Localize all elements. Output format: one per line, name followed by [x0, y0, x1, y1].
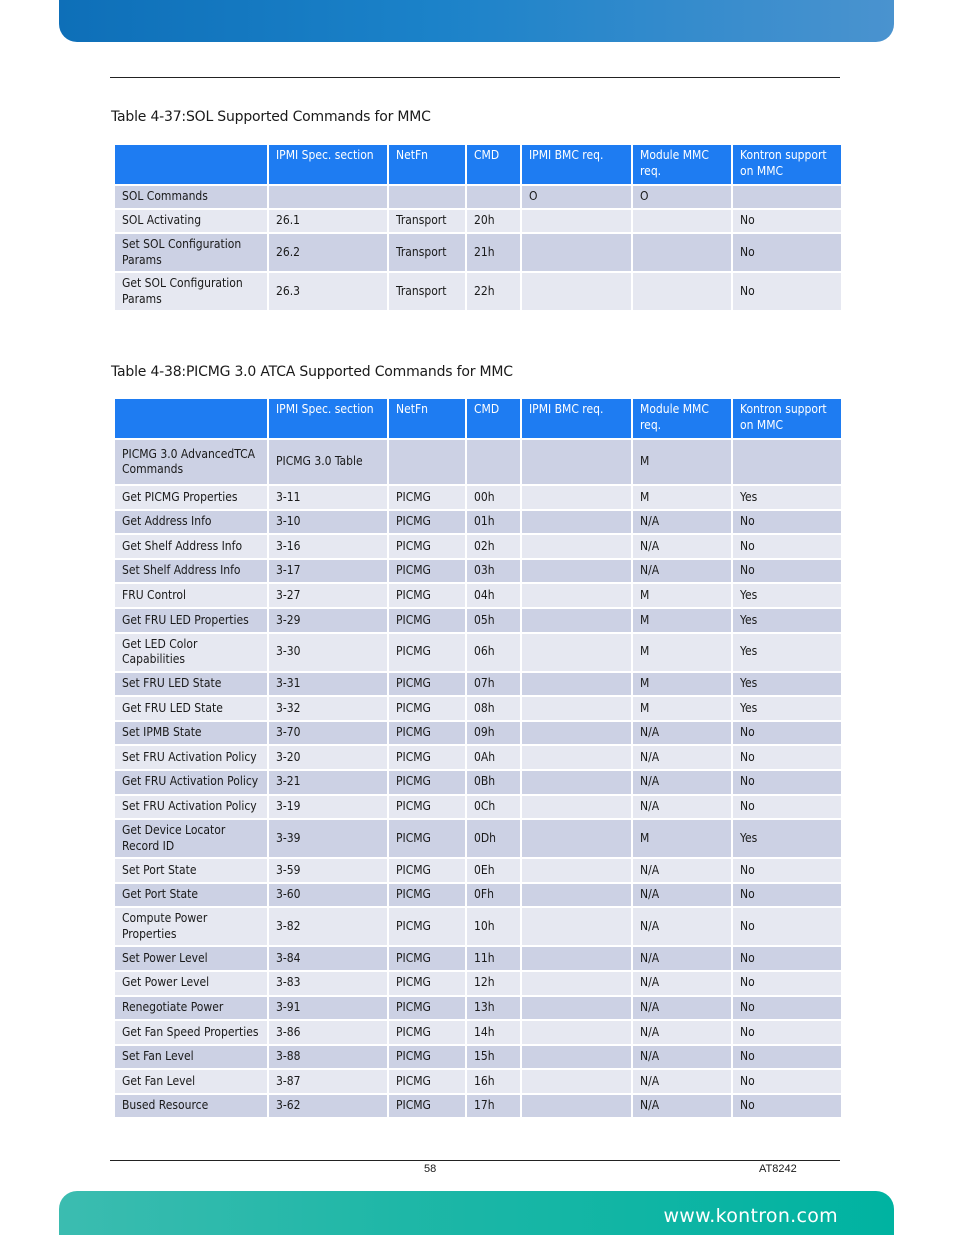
table-cell: M — [633, 584, 731, 607]
table-cell: PICMG — [389, 972, 465, 995]
table-cell: 03h — [467, 560, 520, 583]
header-cell: Kontron support on MMC — [733, 399, 841, 438]
header-cell: Module MMC req. — [633, 399, 731, 438]
header-cell: CMD — [467, 399, 520, 438]
table-cell: Set FRU Activation Policy — [115, 796, 267, 819]
table-cell: 21h — [467, 234, 520, 271]
table-cell — [733, 186, 841, 208]
table-row — [115, 210, 841, 232]
table2-caption: Table 4-38:PICMG 3.0 ATCA Supported Commands for MMC — [111, 364, 513, 380]
table-cell: 09h — [467, 722, 520, 745]
table-cell — [522, 1021, 631, 1044]
table-cell: Yes — [733, 634, 841, 671]
table-cell: 3-17 — [269, 560, 387, 583]
table-cell: Get Fan Level — [115, 1070, 267, 1093]
table-cell: No — [733, 234, 841, 271]
table-cell — [522, 771, 631, 794]
table-row — [115, 1021, 841, 1044]
table-cell: 3-20 — [269, 746, 387, 769]
table-cell: No — [733, 1021, 841, 1044]
table-cell: PICMG — [389, 947, 465, 970]
table-cell: Get Power Level — [115, 972, 267, 995]
table-cell: N/A — [633, 908, 731, 945]
table-cell — [522, 697, 631, 720]
table-cell: 0Dh — [467, 820, 520, 857]
table-cell: PICMG — [389, 1021, 465, 1044]
table-cell: No — [733, 210, 841, 232]
table-cell: M — [633, 634, 731, 671]
table-cell: Get PICMG Properties — [115, 486, 267, 509]
table-cell: PICMG — [389, 511, 465, 534]
picmg-commands-table — [113, 397, 843, 1119]
table-cell: PICMG — [389, 722, 465, 745]
table-cell: N/A — [633, 746, 731, 769]
table-cell: M — [633, 486, 731, 509]
table-row — [115, 697, 841, 720]
table-row — [115, 722, 841, 745]
table-cell: Yes — [733, 609, 841, 632]
table-row — [115, 746, 841, 769]
header-cell: Kontron support on MMC — [733, 145, 841, 184]
table-row — [115, 796, 841, 819]
table-cell: Set Port State — [115, 859, 267, 882]
table-row — [115, 673, 841, 696]
table-row — [115, 947, 841, 970]
table-cell: 3-19 — [269, 796, 387, 819]
table-cell — [522, 486, 631, 509]
table-cell: Set Fan Level — [115, 1046, 267, 1069]
table-cell: 11h — [467, 947, 520, 970]
document-id: AT8242 — [759, 1163, 797, 1175]
table-cell: No — [733, 560, 841, 583]
table-cell: Compute Power Properties — [115, 908, 267, 945]
table-cell — [522, 820, 631, 857]
table-cell: PICMG — [389, 535, 465, 558]
table-cell — [522, 210, 631, 232]
website-link[interactable]: www.kontron.com — [663, 1205, 838, 1227]
table-row — [115, 560, 841, 583]
table-cell — [389, 186, 465, 208]
header-cell: NetFn — [389, 145, 465, 184]
table-cell: No — [733, 535, 841, 558]
table-cell: PICMG — [389, 697, 465, 720]
table-row — [115, 1095, 841, 1118]
table-cell: 3-39 — [269, 820, 387, 857]
table-cell: 20h — [467, 210, 520, 232]
table-cell — [522, 1046, 631, 1069]
table-cell: Transport — [389, 210, 465, 232]
table-cell: 08h — [467, 697, 520, 720]
table-cell — [522, 859, 631, 882]
table-cell: 3-30 — [269, 634, 387, 671]
table-cell: PICMG 3.0 Table — [269, 440, 387, 484]
table-cell: Get Shelf Address Info — [115, 535, 267, 558]
table-cell: Renegotiate Power — [115, 997, 267, 1020]
table-cell: N/A — [633, 947, 731, 970]
table-cell: Yes — [733, 584, 841, 607]
header-rule — [110, 77, 840, 78]
header-cell: NetFn — [389, 399, 465, 438]
table-cell: PICMG — [389, 609, 465, 632]
table-cell: No — [733, 771, 841, 794]
table-cell: Yes — [733, 673, 841, 696]
table-cell: Yes — [733, 820, 841, 857]
table-cell — [522, 234, 631, 271]
table-cell: No — [733, 796, 841, 819]
table-cell: M — [633, 697, 731, 720]
header-cell: IPMI Spec. section — [269, 145, 387, 184]
table-cell: N/A — [633, 535, 731, 558]
table-cell: Get FRU LED State — [115, 697, 267, 720]
table-cell: M — [633, 673, 731, 696]
table-cell: N/A — [633, 1046, 731, 1069]
table-cell: 3-11 — [269, 486, 387, 509]
table-cell: 3-31 — [269, 673, 387, 696]
table-cell: SOL Commands — [115, 186, 267, 208]
table-cell: 10h — [467, 908, 520, 945]
table-cell — [522, 535, 631, 558]
table-cell: N/A — [633, 796, 731, 819]
table-header-row — [115, 145, 841, 184]
table-row — [115, 234, 841, 271]
table-row — [115, 273, 841, 310]
table-cell — [522, 440, 631, 484]
table-header-row — [115, 399, 841, 438]
table-row — [115, 820, 841, 857]
header-cell: Module MMC req. — [633, 145, 731, 184]
table-cell: Set FRU LED State — [115, 673, 267, 696]
table-cell: 3-32 — [269, 697, 387, 720]
table-cell: 15h — [467, 1046, 520, 1069]
table-cell: N/A — [633, 997, 731, 1020]
table-cell: No — [733, 884, 841, 907]
header-cell — [115, 145, 267, 184]
table-cell: PICMG — [389, 884, 465, 907]
table-cell: 3-84 — [269, 947, 387, 970]
table-cell — [522, 1095, 631, 1118]
table-cell: No — [733, 908, 841, 945]
table-cell — [522, 947, 631, 970]
table-cell: 0Fh — [467, 884, 520, 907]
table-cell: PICMG — [389, 486, 465, 509]
table-row — [115, 771, 841, 794]
table-cell: 3-21 — [269, 771, 387, 794]
table-cell: SOL Activating — [115, 210, 267, 232]
table-cell: Transport — [389, 273, 465, 310]
table-cell: N/A — [633, 1021, 731, 1044]
table-row — [115, 584, 841, 607]
table-cell: PICMG — [389, 1070, 465, 1093]
table-row — [115, 859, 841, 882]
table-cell: M — [633, 820, 731, 857]
table-cell: N/A — [633, 560, 731, 583]
table-cell — [522, 746, 631, 769]
table-cell: 3-29 — [269, 609, 387, 632]
table-cell: O — [633, 186, 731, 208]
table-cell — [522, 584, 631, 607]
footer-rule — [110, 1160, 840, 1161]
table-cell: 3-16 — [269, 535, 387, 558]
table-cell: 3-27 — [269, 584, 387, 607]
table-cell: 02h — [467, 535, 520, 558]
table1-caption: Table 4-37:SOL Supported Commands for MMC — [111, 109, 431, 125]
table-cell: 22h — [467, 273, 520, 310]
table-cell: 3-86 — [269, 1021, 387, 1044]
table-cell: PICMG — [389, 673, 465, 696]
table-cell: 0Eh — [467, 859, 520, 882]
table-cell: PICMG — [389, 746, 465, 769]
table-cell — [522, 796, 631, 819]
table-cell: PICMG — [389, 560, 465, 583]
table-cell: N/A — [633, 771, 731, 794]
table-cell: Get Device Locator Record ID — [115, 820, 267, 857]
table-cell: N/A — [633, 722, 731, 745]
table-row — [115, 997, 841, 1020]
table-cell: 3-82 — [269, 908, 387, 945]
table-cell: PICMG — [389, 584, 465, 607]
table-cell: No — [733, 947, 841, 970]
header-cell: IPMI Spec. section — [269, 399, 387, 438]
header-cell: IPMI BMC req. — [522, 399, 631, 438]
table-cell: Set SOL Configuration Params — [115, 234, 267, 271]
table-cell: N/A — [633, 1095, 731, 1118]
table-cell — [269, 186, 387, 208]
header-cell — [115, 399, 267, 438]
table-cell: N/A — [633, 859, 731, 882]
table-row — [115, 609, 841, 632]
table-cell: 06h — [467, 634, 520, 671]
table-row — [115, 511, 841, 534]
table-cell: 3-87 — [269, 1070, 387, 1093]
table-cell: 3-70 — [269, 722, 387, 745]
table2-body — [115, 440, 841, 1117]
table-cell — [522, 560, 631, 583]
table-cell: No — [733, 1070, 841, 1093]
table-cell: 3-62 — [269, 1095, 387, 1118]
table-cell: 3-10 — [269, 511, 387, 534]
table-cell: No — [733, 511, 841, 534]
table-row — [115, 1046, 841, 1069]
table-cell: PICMG — [389, 796, 465, 819]
table-row — [115, 535, 841, 558]
table-cell: Bused Resource — [115, 1095, 267, 1118]
table-cell: 07h — [467, 673, 520, 696]
table-cell: PICMG — [389, 1046, 465, 1069]
table-cell: 3-91 — [269, 997, 387, 1020]
table-cell: Get Address Info — [115, 511, 267, 534]
table-cell: 3-83 — [269, 972, 387, 995]
table-cell: PICMG — [389, 997, 465, 1020]
table-cell: PICMG — [389, 1095, 465, 1118]
table-cell: Yes — [733, 486, 841, 509]
table-cell: Get LED Color Capabilities — [115, 634, 267, 671]
table-cell: 04h — [467, 584, 520, 607]
table-cell — [522, 511, 631, 534]
table-cell: PICMG — [389, 820, 465, 857]
table-cell: Get Port State — [115, 884, 267, 907]
top-banner — [59, 0, 894, 42]
table-cell — [522, 722, 631, 745]
table-cell: No — [733, 859, 841, 882]
table-cell — [467, 440, 520, 484]
bottom-banner — [59, 1191, 894, 1235]
table-row — [115, 884, 841, 907]
table-cell — [633, 210, 731, 232]
table-cell: PICMG — [389, 771, 465, 794]
table-cell: 12h — [467, 972, 520, 995]
table-cell: 16h — [467, 1070, 520, 1093]
table-cell: M — [633, 440, 731, 484]
table-cell: No — [733, 1095, 841, 1118]
table-cell: Set Power Level — [115, 947, 267, 970]
table-cell — [633, 273, 731, 310]
table-row — [115, 908, 841, 945]
table-cell: Get SOL Configuration Params — [115, 273, 267, 310]
table-row — [115, 1070, 841, 1093]
table-cell — [522, 997, 631, 1020]
table-cell — [522, 609, 631, 632]
table-cell: 26.2 — [269, 234, 387, 271]
table-cell: No — [733, 1046, 841, 1069]
table-cell: 05h — [467, 609, 520, 632]
table-cell: N/A — [633, 511, 731, 534]
table-cell: 0Bh — [467, 771, 520, 794]
table-cell: FRU Control — [115, 584, 267, 607]
table-cell: Set IPMB State — [115, 722, 267, 745]
table-row — [115, 440, 841, 484]
table-cell: 3-59 — [269, 859, 387, 882]
table-cell: Get FRU Activation Policy — [115, 771, 267, 794]
table-cell: Set Shelf Address Info — [115, 560, 267, 583]
table-cell: N/A — [633, 1070, 731, 1093]
table-cell: Yes — [733, 697, 841, 720]
table-cell: PICMG — [389, 859, 465, 882]
header-cell: IPMI BMC req. — [522, 145, 631, 184]
table-cell — [733, 440, 841, 484]
table-cell: 26.1 — [269, 210, 387, 232]
table-cell: 01h — [467, 511, 520, 534]
table-cell: Get Fan Speed Properties — [115, 1021, 267, 1044]
table-cell: Transport — [389, 234, 465, 271]
table-cell: 00h — [467, 486, 520, 509]
table-cell — [522, 908, 631, 945]
table-cell: No — [733, 972, 841, 995]
table-cell — [522, 884, 631, 907]
table-cell — [522, 634, 631, 671]
table-cell: 13h — [467, 997, 520, 1020]
table-cell: No — [733, 997, 841, 1020]
table-cell — [522, 673, 631, 696]
table-cell: 26.3 — [269, 273, 387, 310]
table-cell: M — [633, 609, 731, 632]
table-cell: No — [733, 722, 841, 745]
table-cell — [389, 440, 465, 484]
sol-commands-table — [113, 143, 843, 312]
table-cell — [522, 1070, 631, 1093]
table-cell: O — [522, 186, 631, 208]
table-cell — [633, 234, 731, 271]
header-cell: CMD — [467, 145, 520, 184]
table-cell: 17h — [467, 1095, 520, 1118]
table-cell: 14h — [467, 1021, 520, 1044]
table-cell — [522, 273, 631, 310]
table-cell: No — [733, 273, 841, 310]
page-number: 58 — [424, 1163, 437, 1175]
table-cell: 3-60 — [269, 884, 387, 907]
table-cell: N/A — [633, 884, 731, 907]
table-cell: PICMG — [389, 634, 465, 671]
table-row — [115, 634, 841, 671]
table-cell: 3-88 — [269, 1046, 387, 1069]
table-cell: 0Ah — [467, 746, 520, 769]
table1-body — [115, 186, 841, 310]
table-row — [115, 186, 841, 208]
table-cell: PICMG 3.0 AdvancedTCA Commands — [115, 440, 267, 484]
table-row — [115, 972, 841, 995]
table-cell: Set FRU Activation Policy — [115, 746, 267, 769]
table-cell: No — [733, 746, 841, 769]
table-cell: 0Ch — [467, 796, 520, 819]
table-row — [115, 486, 841, 509]
table-cell — [522, 972, 631, 995]
table-cell: N/A — [633, 972, 731, 995]
table-cell — [467, 186, 520, 208]
table-cell: Get FRU LED Properties — [115, 609, 267, 632]
table-cell: PICMG — [389, 908, 465, 945]
